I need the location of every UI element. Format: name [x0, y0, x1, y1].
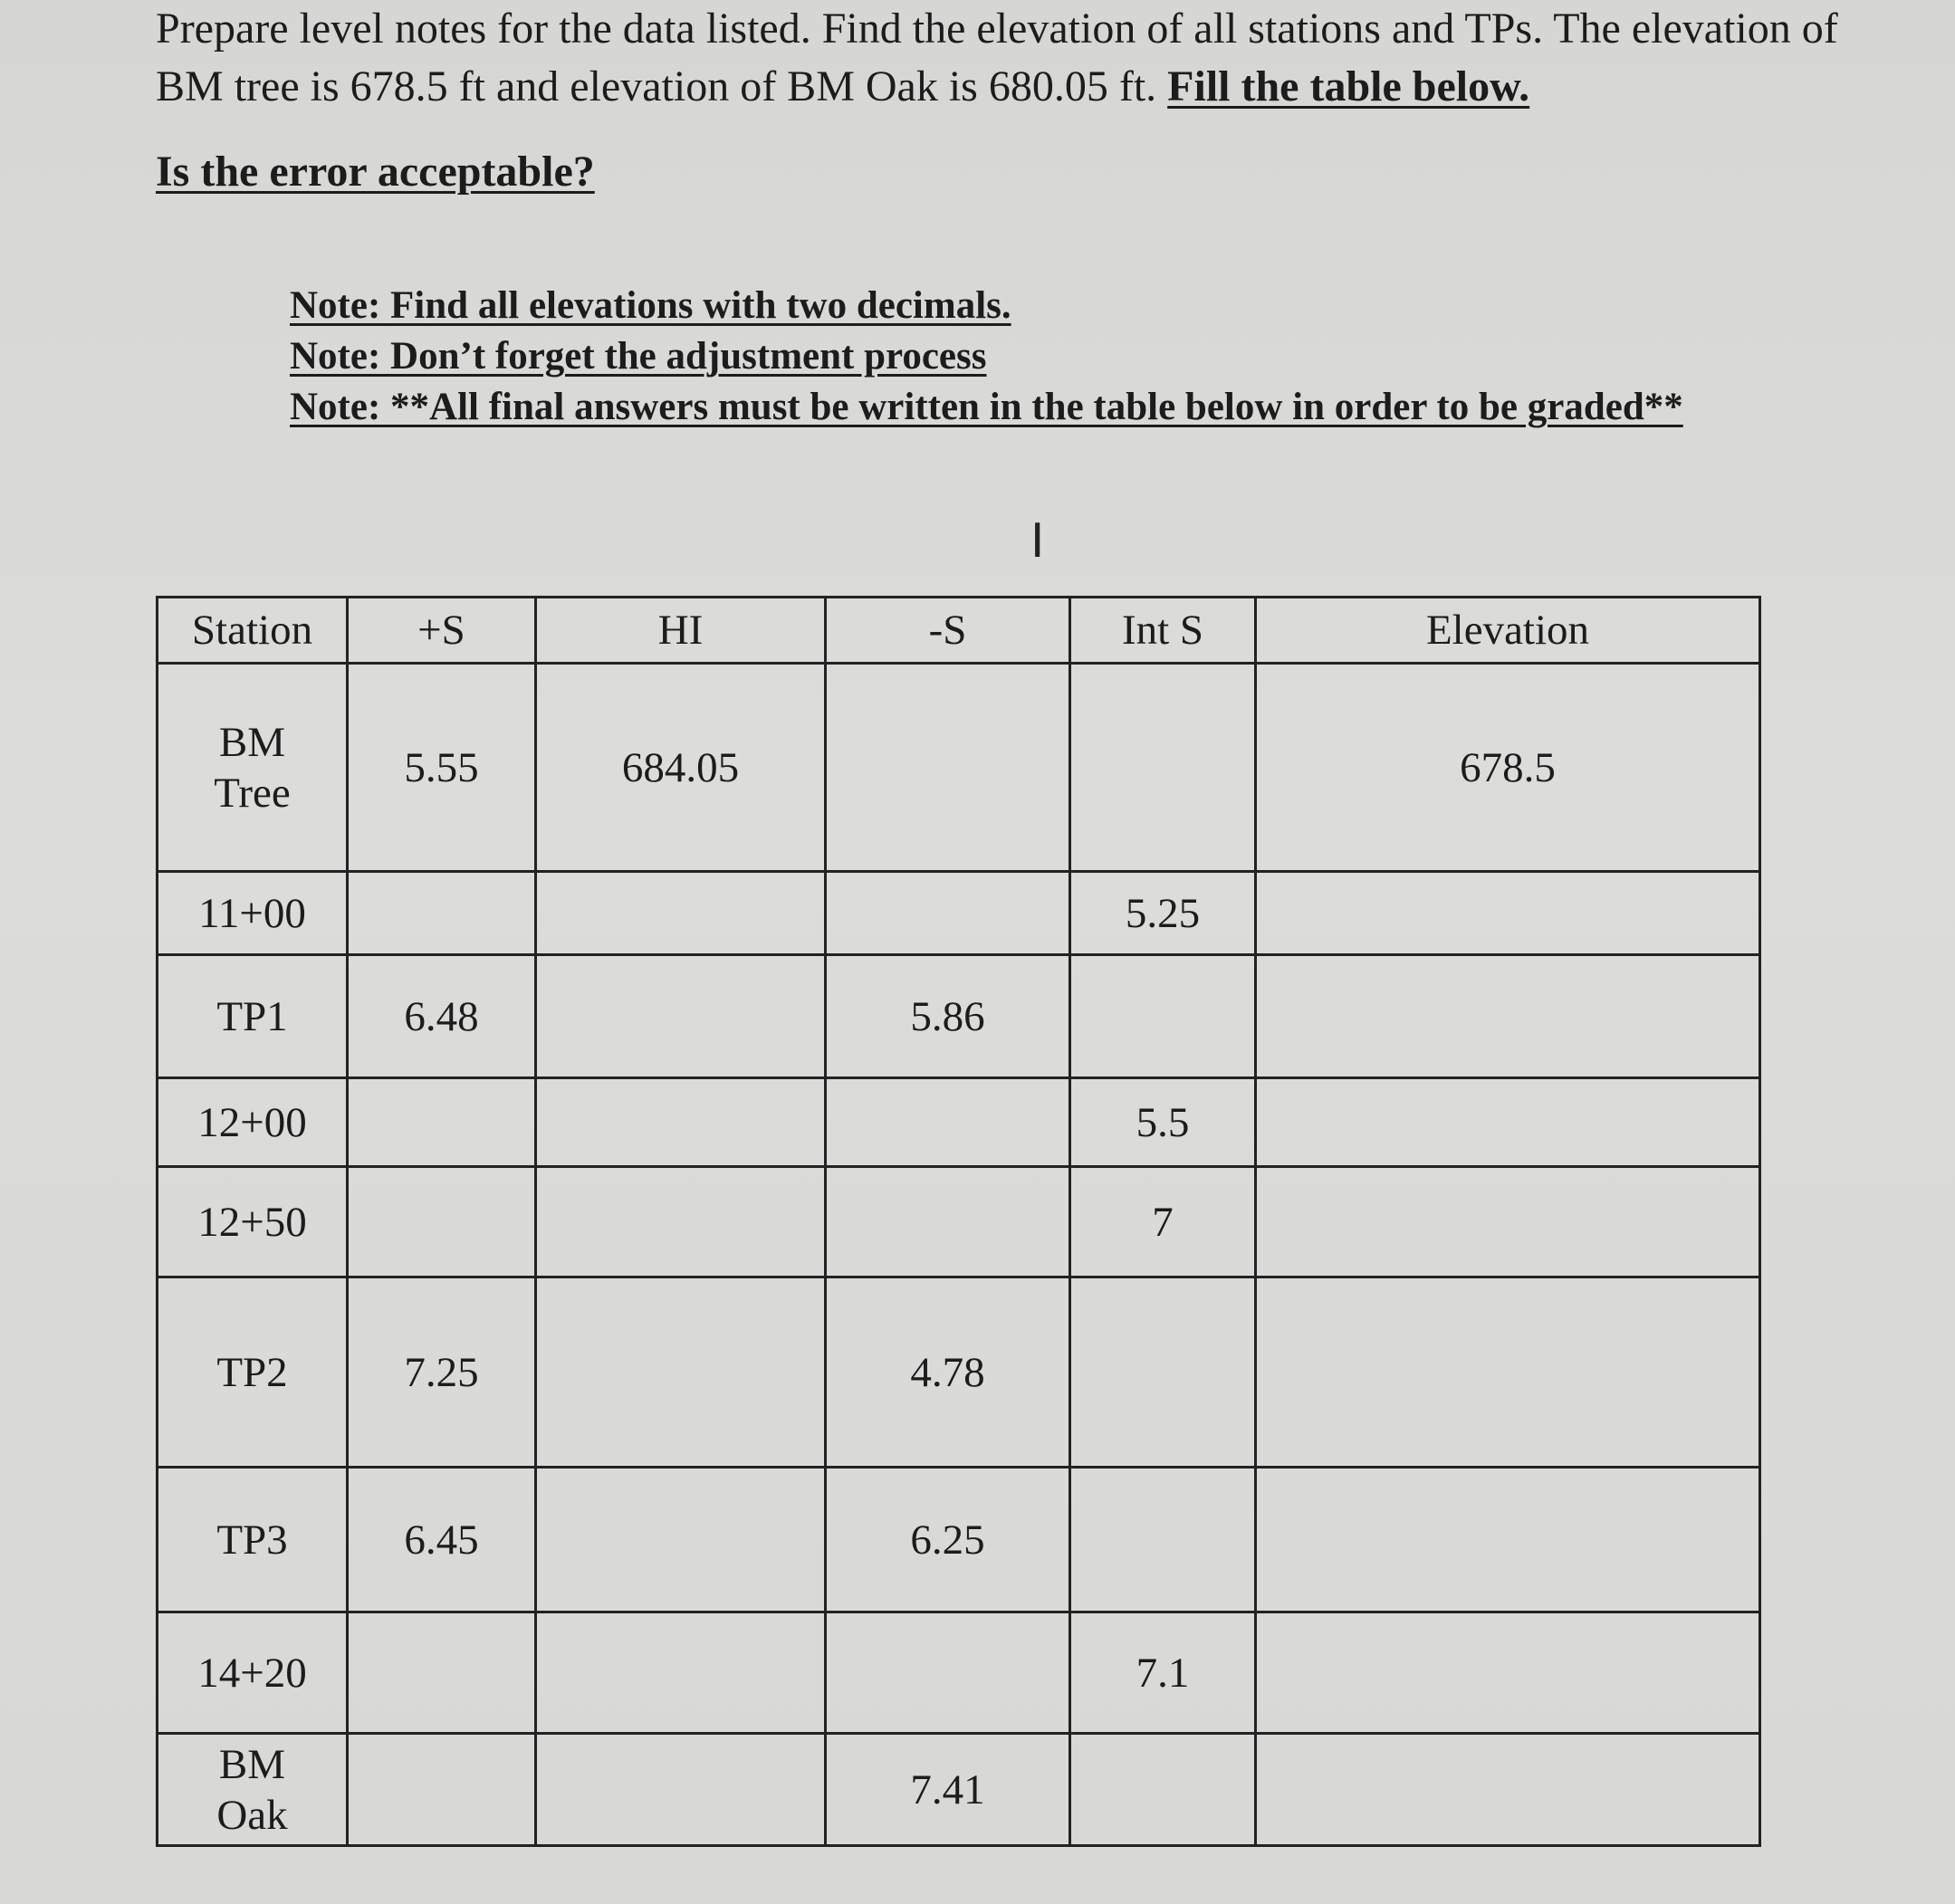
- table-row: [158, 955, 1760, 1078]
- note-final-answers: Note: **All final answers must be written in the table below in order to be graded**: [290, 386, 1683, 428]
- table-row: [158, 1468, 1760, 1612]
- int-s-cell[interactable]: 7.1: [1070, 1612, 1256, 1734]
- hi-cell[interactable]: [536, 872, 826, 955]
- int-s-cell[interactable]: [1070, 1468, 1256, 1612]
- hi-cell[interactable]: 684.05: [536, 664, 826, 872]
- table-row: [158, 1167, 1760, 1277]
- elevation-cell[interactable]: [1256, 1612, 1760, 1734]
- elevation-cell[interactable]: [1256, 872, 1760, 955]
- header-plus-s: +S: [348, 598, 536, 664]
- table-row: [158, 872, 1760, 955]
- error-question: Is the error acceptable?: [156, 148, 595, 196]
- hi-cell[interactable]: [536, 1612, 826, 1734]
- int-s-cell[interactable]: 5.25: [1070, 872, 1256, 955]
- hi-cell[interactable]: [536, 1167, 826, 1277]
- minus-s-cell[interactable]: [826, 872, 1070, 955]
- hi-cell[interactable]: [536, 955, 826, 1078]
- elevation-cell[interactable]: [1256, 1277, 1760, 1468]
- table-row: [158, 1612, 1760, 1734]
- problem-line-2: [156, 58, 1894, 116]
- header-station: Station: [158, 598, 348, 664]
- minus-s-cell[interactable]: [826, 664, 1070, 872]
- elevation-cell[interactable]: [1256, 955, 1760, 1078]
- int-s-cell[interactable]: 5.5: [1070, 1078, 1256, 1167]
- note-decimals: Note: Find all elevations with two decimals.: [290, 284, 1011, 327]
- level-notes-table: [156, 596, 1761, 1847]
- station-cell: TP1: [158, 955, 348, 1078]
- problem-line-1: Prepare level notes for the data listed. Find the elevation of all stations and TPs. The elevation of: [156, 5, 1838, 53]
- table-row: [158, 1277, 1760, 1468]
- station-cell: 11+00: [158, 872, 348, 955]
- minus-s-cell[interactable]: 6.25: [826, 1468, 1070, 1612]
- hi-cell[interactable]: [536, 1277, 826, 1468]
- int-s-cell[interactable]: [1070, 1734, 1256, 1846]
- hi-cell[interactable]: [536, 1734, 826, 1846]
- table-row: [158, 664, 1760, 872]
- elevation-cell[interactable]: [1256, 1468, 1760, 1612]
- header-int-s: Int S: [1070, 598, 1256, 664]
- int-s-cell[interactable]: 7: [1070, 1167, 1256, 1277]
- minus-s-cell[interactable]: [826, 1167, 1070, 1277]
- minus-s-cell[interactable]: 4.78: [826, 1277, 1070, 1468]
- station-cell: TP2: [158, 1277, 348, 1468]
- problem-statement: [156, 0, 1894, 116]
- station-cell: BM Tree: [158, 664, 348, 872]
- notes-block: [290, 281, 1683, 433]
- hi-cell[interactable]: [536, 1078, 826, 1167]
- elevation-cell[interactable]: [1256, 1078, 1760, 1167]
- station-cell: 12+00: [158, 1078, 348, 1167]
- header-minus-s: -S: [826, 598, 1070, 664]
- header-hi: HI: [536, 598, 826, 664]
- int-s-cell[interactable]: [1070, 1277, 1256, 1468]
- text-cursor-icon: I: [1030, 514, 1045, 569]
- minus-s-cell[interactable]: [826, 1078, 1070, 1167]
- plus-s-cell[interactable]: 7.25: [348, 1277, 536, 1468]
- minus-s-cell[interactable]: 5.86: [826, 955, 1070, 1078]
- table-row: [158, 1078, 1760, 1167]
- plus-s-cell[interactable]: [348, 1167, 536, 1277]
- station-cell: TP3: [158, 1468, 348, 1612]
- fill-table-instruction: Fill the table below.: [1167, 62, 1530, 110]
- plus-s-cell[interactable]: 6.48: [348, 955, 536, 1078]
- plus-s-cell[interactable]: [348, 1612, 536, 1734]
- problem-line-2-text: BM tree is 678.5 ft and elevation of BM Oak is 680.05 ft.: [156, 62, 1157, 110]
- elevation-cell[interactable]: [1256, 1734, 1760, 1846]
- plus-s-cell[interactable]: [348, 872, 536, 955]
- elevation-cell[interactable]: [1256, 1167, 1760, 1277]
- minus-s-cell[interactable]: 7.41: [826, 1734, 1070, 1846]
- header-elevation: Elevation: [1256, 598, 1760, 664]
- station-cell: 12+50: [158, 1167, 348, 1277]
- table-header-row: [158, 598, 1760, 664]
- plus-s-cell[interactable]: 5.55: [348, 664, 536, 872]
- station-cell: BM Oak: [158, 1734, 348, 1846]
- station-cell: 14+20: [158, 1612, 348, 1734]
- elevation-cell[interactable]: 678.5: [1256, 664, 1760, 872]
- int-s-cell[interactable]: [1070, 664, 1256, 872]
- plus-s-cell[interactable]: [348, 1734, 536, 1846]
- int-s-cell[interactable]: [1070, 955, 1256, 1078]
- hi-cell[interactable]: [536, 1468, 826, 1612]
- minus-s-cell[interactable]: [826, 1612, 1070, 1734]
- note-adjustment: Note: Don’t forget the adjustment process: [290, 335, 987, 378]
- plus-s-cell[interactable]: [348, 1078, 536, 1167]
- table-row: [158, 1734, 1760, 1846]
- plus-s-cell[interactable]: 6.45: [348, 1468, 536, 1612]
